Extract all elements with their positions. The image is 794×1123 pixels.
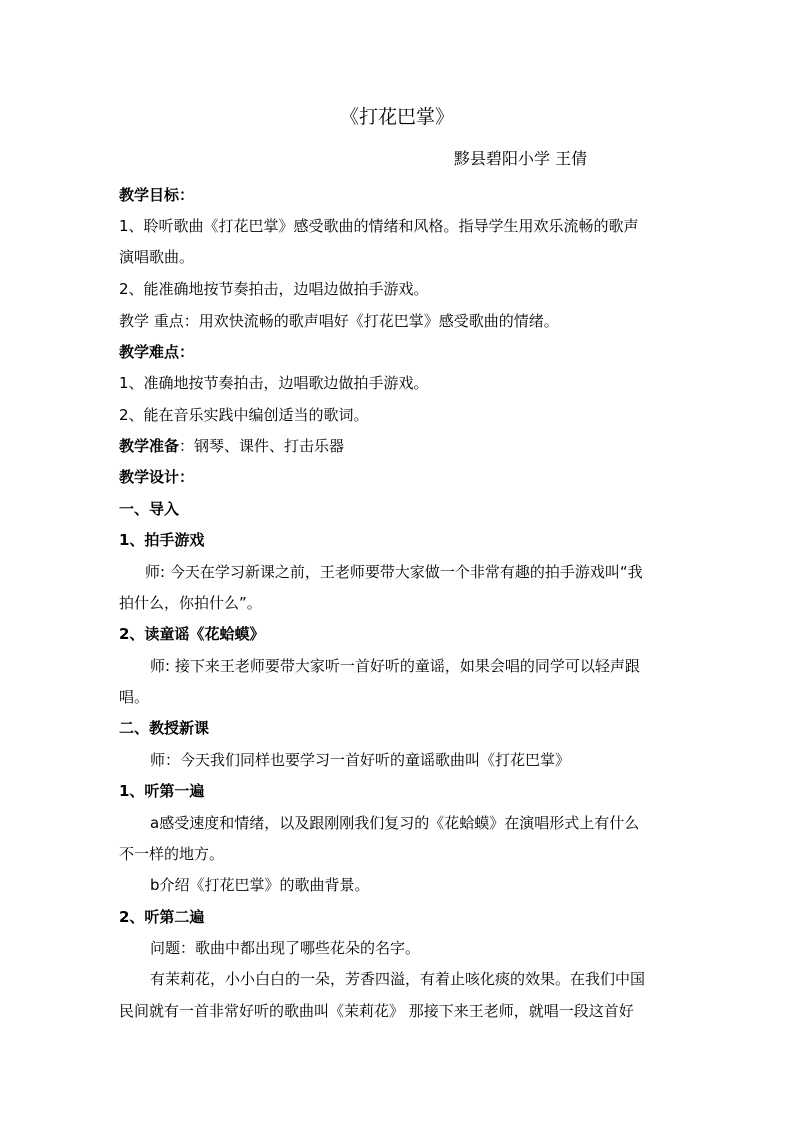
paragraph-line: 师: 接下来王老师要带大家听一首好听的童谣，如果会唱的同学可以轻声跟 xyxy=(150,657,640,675)
preparation-text: ：钢琴、课件、打击乐器 xyxy=(179,437,345,455)
paragraph-line: 2、能准确地按节奏拍击，边唱边做拍手游戏。 xyxy=(119,280,429,298)
heading-teaching-goals: 教学目标： xyxy=(119,186,195,204)
heading-difficulties: 教学难点： xyxy=(119,343,195,361)
heading-section-1: 一、导入 xyxy=(119,500,180,518)
heading-subsection: 1、听第一遍 xyxy=(119,782,205,800)
paragraph-line: 民间就有一首非常好听的歌曲叫《茉莉花》 那接下来王老师，就唱一段这首好 xyxy=(119,1002,634,1020)
paragraph-line: 1、聆听歌曲《打花巴掌》感受歌曲的情绪和风格。指导学生用欢乐流畅的歌声 xyxy=(119,217,639,235)
paragraph-line: a感受速度和情绪，以及跟刚刚我们复习的《花蛤蟆》在演唱形式上有什么 xyxy=(150,814,640,832)
paragraph-line: 不一样的地方。 xyxy=(119,845,225,863)
paragraph-line xyxy=(119,435,679,457)
paragraph-line: 唱。 xyxy=(119,688,150,706)
paragraph-line: b介绍《打花巴掌》的歌曲背景。 xyxy=(150,876,370,894)
heading-subsection: 1、拍手游戏 xyxy=(119,531,205,549)
paragraph-line: 演唱歌曲。 xyxy=(119,248,195,266)
paragraph-line: 师：今天我们同样也要学习一首好听的童谣歌曲叫《打花巴掌》 xyxy=(150,751,571,769)
heading-subsection: 2、听第二遍 xyxy=(119,908,205,926)
paragraph-line: 问题：歌曲中都出现了哪些花朵的名字。 xyxy=(150,939,421,957)
heading-section-2: 二、教授新课 xyxy=(119,719,210,737)
heading-design: 教学设计： xyxy=(119,468,195,486)
heading-subsection: 2、读童谣《花蛤蟆》 xyxy=(119,625,265,643)
document-title: 《打花巴掌》 xyxy=(339,106,454,128)
paragraph-line: 师: 今天在学习新课之前，王老师要带大家做一个非常有趣的拍手游戏叫“我 xyxy=(145,563,643,581)
paragraph-line: 有茉莉花，小小白白的一朵，芳香四溢，有着止咳化痰的效果。在我们中国 xyxy=(150,970,646,988)
paragraph-line: 教学 重点：用欢快流畅的歌声唱好《打花巴掌》感受歌曲的情绪。 xyxy=(119,312,559,330)
paragraph-line: 1、准确地按节奏拍击，边唱歌边做拍手游戏。 xyxy=(119,374,429,392)
heading-preparation: 教学准备 xyxy=(119,437,180,455)
author-line: 黟县碧阳小学 王倩 xyxy=(454,149,588,168)
paragraph-line: 2、能在音乐实践中编创适当的歌词。 xyxy=(119,406,369,424)
paragraph-line: 拍什么，你拍什么”。 xyxy=(119,594,262,612)
